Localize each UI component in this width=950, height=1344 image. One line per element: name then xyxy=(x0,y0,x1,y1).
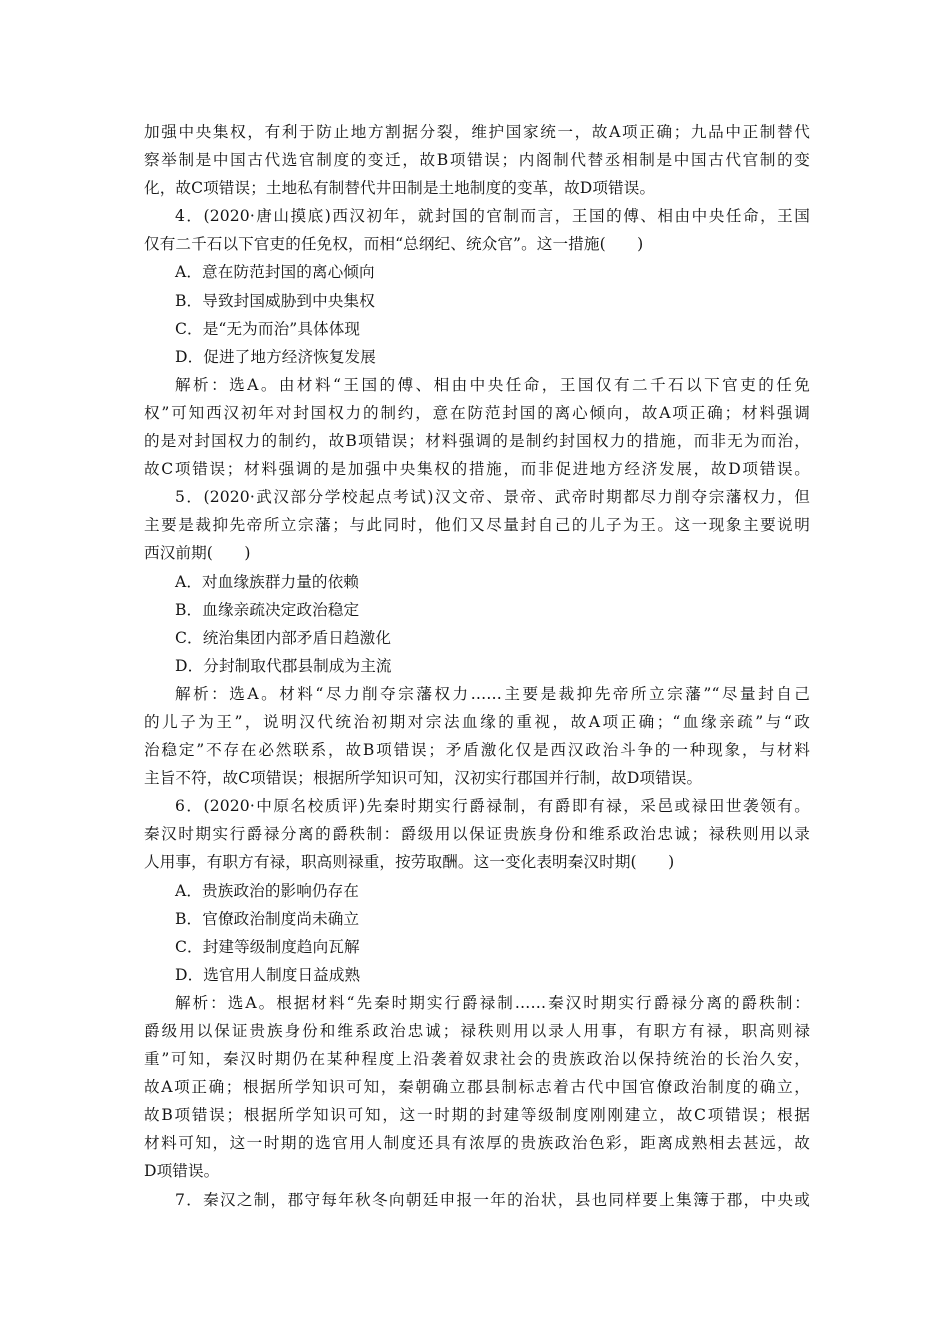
question-5-analysis-line-2: 的儿子为王”，说明汉代统治初期对宗法血缘的重视，故A项正确；“血缘亲疏”与“政 xyxy=(144,712,810,731)
question-6-option-a: A．贵族政治的影响仍存在 xyxy=(175,881,359,900)
question-4-option-c: C．是“无为而治”具体体现 xyxy=(175,319,361,338)
question-6-stem-line-3: 人用事，有职方有禄，职高则禄重，按劳取酬。这一变化表明秦汉时期( ) xyxy=(144,853,675,872)
question-4-option-d: D．促进了地方经济恢复发展 xyxy=(175,347,376,366)
question-6-analysis-line-6: 材料可知，这一时期的选官用人制度还具有浓厚的贵族政治色彩，距离成熟相去甚远，故 xyxy=(144,1134,810,1153)
question-5-analysis-line-1: 解析：选A。材料“尽力削夺宗藩权力……主要是裁抑先帝所立宗藩”“尽量封自己 xyxy=(175,684,810,703)
question-6-stem-line-2: 秦汉时期实行爵禄分离的爵秩制：爵级用以保证贵族身份和维系政治忠诚；禄秩则用以录 xyxy=(144,825,810,844)
question-5-stem-line-1: 5．(2020·武汉部分学校起点考试)汉文帝、景帝、武帝时期都尽力削夺宗藩权力，但 xyxy=(175,488,810,507)
question-4-analysis-line-1: 解析：选A。由材料“王国的傅、相由中央任命，王国仅有二千石以下官吏的任免 xyxy=(175,375,810,394)
document-page xyxy=(144,118,810,1214)
question-5-analysis-line-3: 治稳定”不存在必然联系，故B项错误；矛盾激化仅是西汉政治斗争的一种现象，与材料 xyxy=(144,741,810,760)
question-4-analysis-line-4: 故C项错误；材料强调的是加强中央集权的措施，而非促进地方经济发展，故D项错误。 xyxy=(144,460,810,479)
question-6-analysis-line-2: 爵级用以保证贵族身份和维系政治忠诚；禄秩则用以录人用事，有职方有禄，职高则禄 xyxy=(144,1022,810,1040)
question-6-analysis-line-5: 故B项错误；根据所学知识可知，这一时期的封建等级制度刚刚建立，故C项错误；根据 xyxy=(144,1106,810,1125)
question-4-option-b: B．导致封国威胁到中央集权 xyxy=(175,291,375,310)
text-line-2: 察举制是中国古代选官制度的变迁，故B项错误；内阁制代替丞相制是中国古代官制的变 xyxy=(144,151,810,170)
question-5-option-d: D．分封制取代郡县制成为主流 xyxy=(175,656,392,675)
question-5-option-a: A．对血缘族群力量的依赖 xyxy=(175,572,359,591)
question-6-analysis-line-1: 解析：选A。根据材料“先秦时期实行爵禄制……秦汉时期实行爵禄分离的爵秩制： xyxy=(175,993,810,1012)
question-6-stem-line-1: 6．(2020·中原名校质评)先秦时期实行爵禄制，有爵即有禄，采邑或禄田世袭领有。 xyxy=(175,797,810,816)
question-4-option-a: A．意在防范封国的离心倾向 xyxy=(175,263,375,282)
question-4-analysis-line-3: 的是对封国权力的制约，故B项错误；材料强调的是制约封国权力的措施，而非无为而治， xyxy=(144,432,810,451)
question-5-option-c: C．统治集团内部矛盾日趋激化 xyxy=(175,628,392,647)
question-7-stem-line-1: 7．秦汉之制，郡守每年秋冬向朝廷申报一年的治状，县也同样要上集簿于郡，中央或 xyxy=(175,1190,810,1209)
question-5-analysis-line-4: 主旨不符，故C项错误；根据所学知识可知，汉初实行郡国并行制，故D项错误。 xyxy=(144,769,703,788)
text-line-3: 化，故C项错误；土地私有制替代井田制是土地制度的变革，故D项错误。 xyxy=(144,179,656,198)
question-4-stem-line-1: 4．(2020·唐山摸底)西汉初年，就封国的官制而言，王国的傅、相由中央任命，王国 xyxy=(175,207,810,226)
question-6-option-d: D．选官用人制度日益成熟 xyxy=(175,965,361,984)
question-5-stem-line-2: 主要是裁抑先帝所立宗藩；与此同时，他们又尽量封自己的儿子为王。这一现象主要说明 xyxy=(144,516,810,535)
question-6-option-c: C．封建等级制度趋向瓦解 xyxy=(175,937,360,956)
question-6-analysis-line-3: 重”可知，秦汉时期仍在某种程度上沿袭着奴隶社会的贵族政治以保持统治的长治久安， xyxy=(144,1050,810,1069)
question-6-analysis-line-7: D项错误。 xyxy=(144,1162,220,1181)
text-line-1: 加强中央集权，有利于防止地方割据分裂，维护国家统一，故A项正确；九品中正制替代 xyxy=(144,123,810,141)
question-5-option-b: B．血缘亲疏决定政治稳定 xyxy=(175,600,360,619)
question-6-option-b: B．官僚政治制度尚未确立 xyxy=(175,909,360,928)
question-4-stem-line-2: 仅有二千石以下官吏的任免权，而相“总纲纪、统众官”。这一措施( ) xyxy=(144,235,644,254)
question-6-analysis-line-4: 故A项正确；根据所学知识可知，秦朝确立郡县制标志着古代中国官僚政治制度的确立， xyxy=(144,1078,810,1097)
question-5-stem-line-3: 西汉前期( ) xyxy=(144,544,251,563)
question-4-analysis-line-2: 权”可知西汉初年对封国权力的制约，意在防范封国的离心倾向，故A项正确；材料强调 xyxy=(144,403,810,422)
